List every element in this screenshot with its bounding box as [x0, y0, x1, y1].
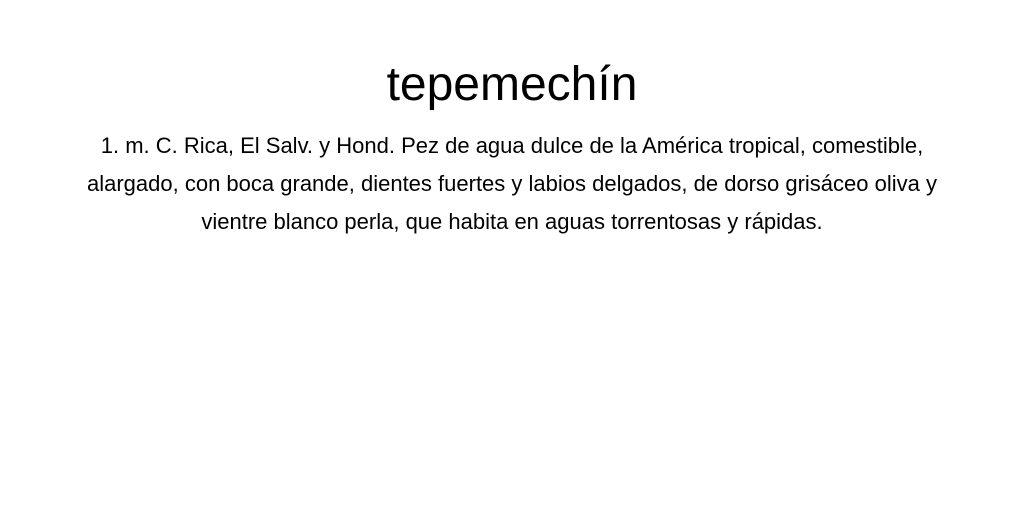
- definition-text: 1. m. C. Rica, El Salv. y Hond. Pez de agua dulce de la América tropical, comestible, alargado, con boca grande, dientes fuertes y labios delgados, de dorso grisáceo oliva y vientre blanco perla, que habita en aguas torrentosas y rápidas.: [87, 133, 937, 234]
- headword: tepemechín: [386, 58, 638, 111]
